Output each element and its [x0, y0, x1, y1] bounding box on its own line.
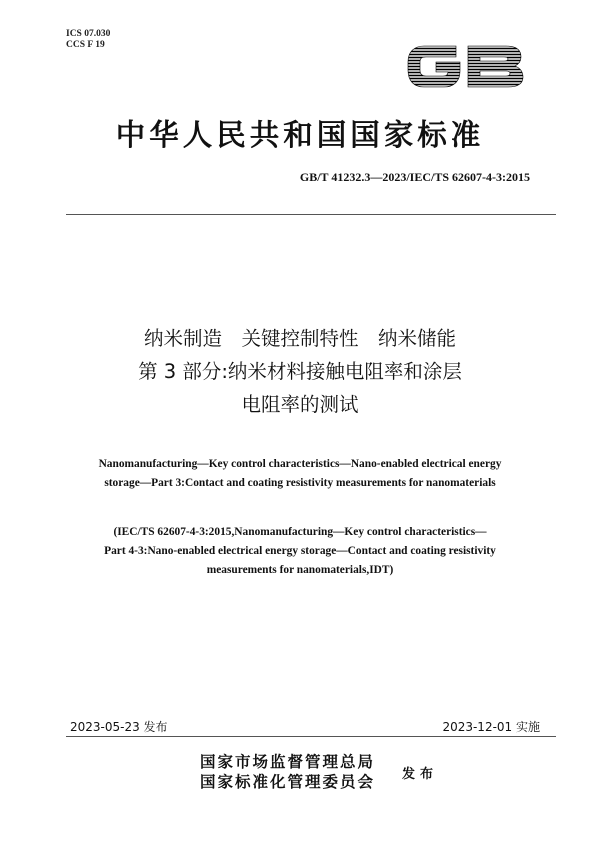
top-divider: [66, 214, 556, 215]
issuer-sac: 国家标准化管理委员会: [200, 773, 376, 791]
english-title-line: storage—Part 3:Contact and coating resistivity measurements for nanomaterials: [104, 477, 496, 489]
reference-title-line: (IEC/TS 62607-4-3:2015,Nanomanufacturing—Key control characteristics—: [113, 526, 487, 538]
classification-codes: [66, 29, 110, 51]
gb-logo: [404, 38, 526, 94]
chinese-title-line: 第 3 部分:纳米材料接触电阻率和涂层: [138, 360, 462, 383]
issue-date: 2023-05-23 发布: [70, 720, 168, 734]
ics-code: ICS 07.030: [66, 29, 111, 39]
chinese-title-line: 纳米制造 关键控制特性 纳米储能: [143, 327, 456, 350]
english-title-line: Nanomanufacturing—Key control characteristics—Nano-enabled electrical energy: [98, 458, 502, 470]
english-title: [40, 455, 560, 493]
publish-label: 发布: [402, 767, 439, 782]
reference-title-line: Part 4-3:Nano-enabled electrical energy storage—Contact and coating resistivity: [104, 545, 496, 557]
national-standard-title: 中华人民共和国国家标准: [115, 118, 485, 152]
reference-title: [40, 523, 560, 580]
reference-title-line: measurements for nanomaterials,IDT): [206, 564, 394, 576]
issuer-samr: 国家市场监督管理总局: [200, 753, 376, 771]
implementation-date: 2023-12-01 实施: [442, 720, 540, 734]
issuing-authorities: [200, 752, 375, 792]
ccs-code: CCS F 19: [66, 40, 105, 50]
chinese-title: [0, 322, 600, 421]
standard-number: GB/T 41232.3—2023/IEC/TS 62607-4-3:2015: [299, 170, 530, 184]
chinese-title-line: 电阻率的测试: [241, 393, 359, 416]
bottom-divider: [66, 736, 556, 737]
